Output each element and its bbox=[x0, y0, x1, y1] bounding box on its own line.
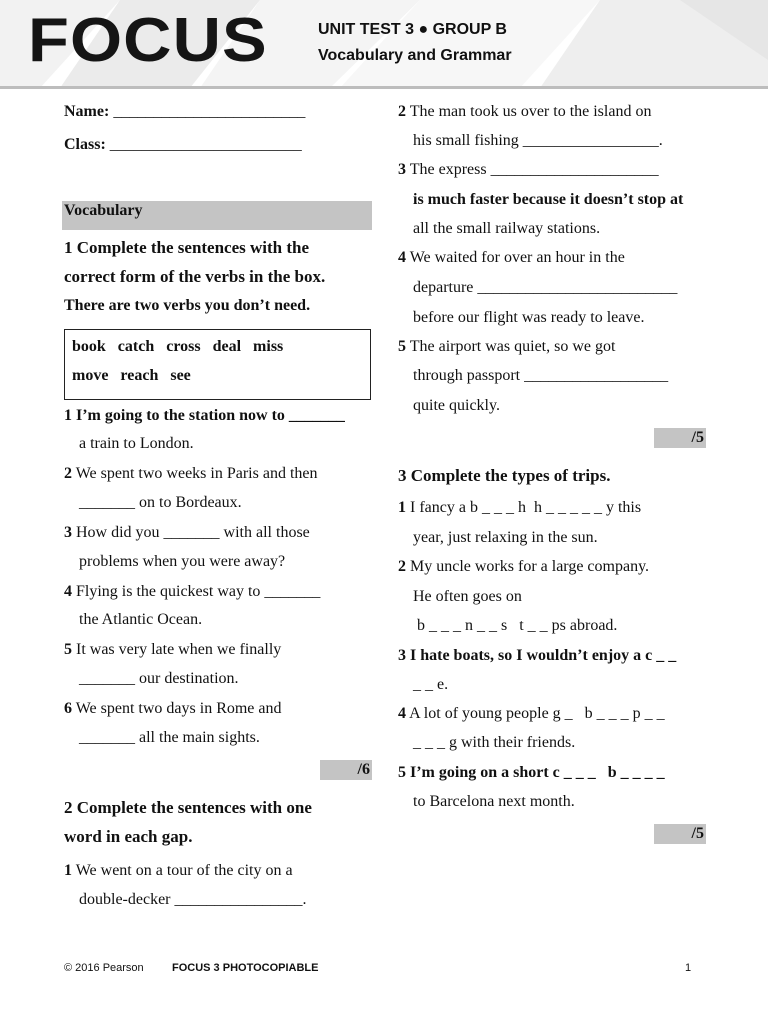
ex1-item-3-cont: problems when you were away? bbox=[79, 553, 286, 570]
ex2-item-4: 4 We waited for over an hour in the bbox=[398, 249, 625, 266]
ex1-title-line2: correct form of the verbs in the box. bbox=[64, 267, 326, 286]
ex3-item-2: 2 My uncle works for a large company. bbox=[398, 558, 650, 575]
verb-box-line1: book catch cross deal miss bbox=[72, 338, 284, 355]
ex1-item-4-cont: the Atlantic Ocean. bbox=[79, 611, 203, 628]
ex3-item-1: 1 I fancy a b _ _ _ h h _ _ _ _ _ y this bbox=[398, 499, 642, 516]
ex2-item-3: 3 The express _____________________ bbox=[398, 161, 659, 178]
ex2-item-1: 1 We went on a tour of the city on a bbox=[64, 862, 293, 879]
ex3-item-4-cont: _ _ _ g with their friends. bbox=[413, 734, 576, 751]
ex2-item-4-cont: departure _________________________ bbox=[413, 279, 678, 296]
ex3-score: /5 bbox=[654, 824, 706, 844]
ex1-item-1-cont: a train to London. bbox=[79, 435, 194, 452]
name-label: Name: bbox=[64, 103, 110, 120]
footer-copyright: © 2016 Pearson bbox=[64, 962, 144, 974]
ex2-item-1-cont: double-decker ________________. bbox=[79, 891, 307, 908]
ex3-item-4: 4 A lot of young people g _ b _ _ _ p _ _ bbox=[398, 705, 665, 722]
class-field bbox=[64, 135, 302, 155]
header-divider bbox=[0, 86, 768, 89]
name-field bbox=[64, 102, 305, 122]
ex3-item-1-cont: year, just relaxing in the sun. bbox=[413, 529, 598, 546]
ex1-item-2: 2 We spent two weeks in Paris and then bbox=[64, 465, 318, 482]
name-line: ________________________ bbox=[113, 103, 306, 120]
ex2-item-5: 5 The airport was quiet, so we got bbox=[398, 338, 616, 355]
ex1-item-4: 4 Flying is the quickest way to _______ bbox=[64, 583, 321, 600]
ex2-title-line1: 2 Complete the sentences with one bbox=[64, 798, 312, 817]
ex1-item-6-cont: _______ all the main sights. bbox=[79, 729, 260, 746]
ex3-title: 3 Complete the types of trips. bbox=[398, 466, 611, 485]
test-subtitle: Vocabulary and Grammar bbox=[318, 47, 512, 64]
focus-logo: FOCUS bbox=[28, 6, 268, 75]
class-line: ________________________ bbox=[109, 136, 302, 153]
unit-title: UNIT TEST 3 ● GROUP B bbox=[318, 21, 507, 38]
ex2-title-line2: word in each gap. bbox=[64, 827, 193, 846]
footer-page-number: 1 bbox=[685, 962, 692, 974]
ex1-item-5-cont: _______ our destination. bbox=[79, 670, 239, 687]
ex3-item-2-cont: He often goes on bbox=[413, 588, 522, 605]
ex1-item-5: 5 It was very late when we finally bbox=[64, 641, 282, 658]
ex2-item-3-cont2: all the small railway stations. bbox=[413, 220, 601, 237]
ex3-item-5: 5 I’m going on a short c _ _ _ b _ _ _ _ bbox=[398, 764, 665, 781]
ex1-score: /6 bbox=[320, 760, 372, 780]
ex1-item-3: 3 How did you _______ with all those bbox=[64, 524, 310, 541]
class-label: Class: bbox=[64, 136, 106, 153]
ex2-item-5-cont2: quite quickly. bbox=[413, 397, 500, 414]
ex1-item-2-cont: _______ on to Bordeaux. bbox=[79, 494, 242, 511]
ex2-score: /5 bbox=[654, 428, 706, 448]
ex3-item-2-cont2: b _ _ _ n _ _ s t _ _ ps abroad. bbox=[413, 617, 618, 634]
ex2-item-5-cont: through passport __________________ bbox=[413, 367, 669, 384]
ex3-item-5-cont: to Barcelona next month. bbox=[413, 793, 575, 810]
ex1-title-line3: There are two verbs you don’t need. bbox=[64, 297, 311, 314]
ex2-item-2-cont: his small fishing _________________. bbox=[413, 132, 663, 149]
verb-box-line2: move reach see bbox=[72, 367, 191, 384]
ex1-item-6: 6 We spent two days in Rome and bbox=[64, 700, 282, 717]
ex2-item-2: 2 The man took us over to the island on bbox=[398, 103, 652, 120]
page-header bbox=[0, 0, 768, 88]
ex1-item-1: 1 I’m going to the station now to _______ bbox=[64, 407, 345, 424]
ex1-title-line1: 1 Complete the sentences with the bbox=[64, 238, 310, 257]
ex3-item-3: 3 I hate boats, so I wouldn’t enjoy a c _ _ bbox=[398, 647, 677, 664]
footer-photocopiable: FOCUS 3 PHOTOCOPIABLE bbox=[172, 962, 319, 974]
ex3-item-3-cont: _ _ e. bbox=[413, 676, 449, 693]
ex2-item-3-cont: is much faster because it doesn’t stop at bbox=[413, 191, 684, 208]
vocabulary-heading: Vocabulary bbox=[64, 202, 143, 219]
ex2-item-4-cont2: before our flight was ready to leave. bbox=[413, 309, 645, 326]
